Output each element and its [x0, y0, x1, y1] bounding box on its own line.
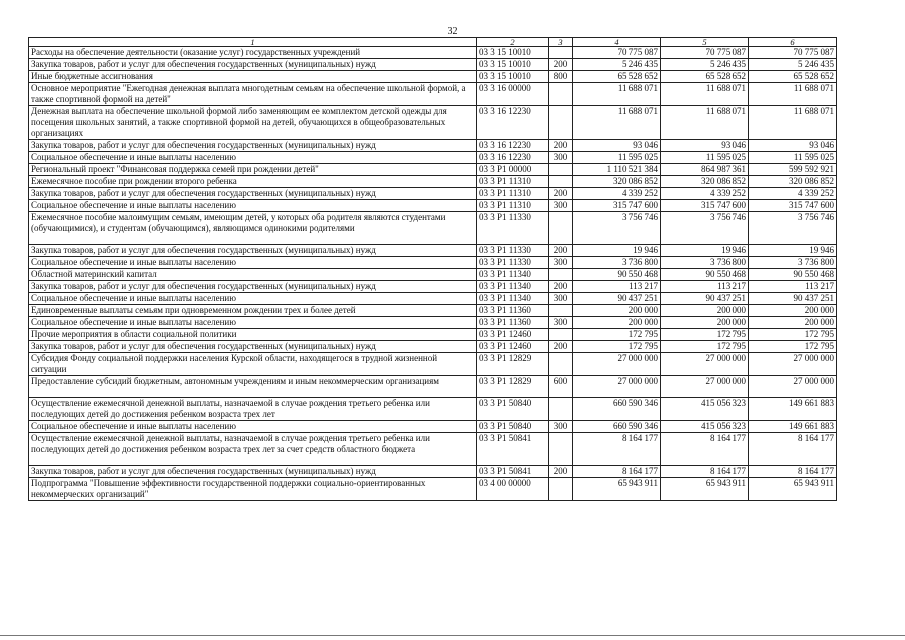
table-row [29, 329, 837, 341]
row-amount-2: 172 795 [661, 329, 749, 341]
row-name: Закупка товаров, работ и услуг для обеспечения государственных (муниципальных) нужд [29, 245, 477, 257]
table-row [29, 140, 837, 152]
row-amount-3: 5 246 435 [749, 59, 837, 71]
row-code: 03 3 P1 11310 [477, 200, 549, 212]
row-amount-3: 65 528 652 [749, 71, 837, 83]
row-amount-2: 3 736 800 [661, 257, 749, 269]
row-name: Закупка товаров, работ и услуг для обеспечения государственных (муниципальных) нужд [29, 281, 477, 293]
row-amount-3: 70 775 087 [749, 47, 837, 59]
row-code: 03 3 16 00000 [477, 83, 549, 106]
row-name: Иные бюджетные ассигнования [29, 71, 477, 83]
row-name: Закупка товаров, работ и услуг для обеспечения государственных (муниципальных) нужд [29, 140, 477, 152]
row-amount-1: 90 550 468 [573, 269, 661, 281]
row-code: 03 3 P1 50841 [477, 433, 549, 466]
row-code: 03 3 16 12230 [477, 140, 549, 152]
column-number: 5 [661, 38, 749, 47]
column-number: 2 [477, 38, 549, 47]
row-code: 03 3 P1 00000 [477, 164, 549, 176]
row-amount-1: 8 164 177 [573, 466, 661, 478]
row-code: 03 3 P1 11330 [477, 245, 549, 257]
row-amount-2: 415 056 323 [661, 398, 749, 421]
row-expense-type: 300 [549, 293, 573, 305]
row-amount-1: 11 595 025 [573, 152, 661, 164]
row-amount-1: 3 736 800 [573, 257, 661, 269]
row-expense-type [549, 433, 573, 466]
row-amount-1: 660 590 346 [573, 398, 661, 421]
table-row [29, 269, 837, 281]
table-row [29, 71, 837, 83]
row-amount-2: 315 747 600 [661, 200, 749, 212]
row-expense-type [549, 329, 573, 341]
row-amount-1: 4 339 252 [573, 188, 661, 200]
row-amount-1: 93 046 [573, 140, 661, 152]
row-amount-3: 315 747 600 [749, 200, 837, 212]
row-code: 03 3 P1 11310 [477, 176, 549, 188]
table-row [29, 59, 837, 71]
row-expense-type: 800 [549, 71, 573, 83]
row-expense-type: 200 [549, 59, 573, 71]
row-amount-3: 93 046 [749, 140, 837, 152]
row-amount-2: 415 056 323 [661, 421, 749, 433]
row-amount-2: 8 164 177 [661, 466, 749, 478]
row-amount-1: 660 590 346 [573, 421, 661, 433]
row-code: 03 3 P1 12460 [477, 329, 549, 341]
row-name: Субсидия Фонду социальной поддержки населения Курской области, находящегося в трудной жизненной ситуации [29, 353, 477, 376]
row-amount-2: 93 046 [661, 140, 749, 152]
row-amount-3: 19 946 [749, 245, 837, 257]
table-row [29, 212, 837, 245]
row-amount-2: 11 688 071 [661, 83, 749, 106]
row-amount-3: 90 550 468 [749, 269, 837, 281]
row-amount-1: 65 528 652 [573, 71, 661, 83]
table-row [29, 152, 837, 164]
row-expense-type: 300 [549, 257, 573, 269]
row-amount-1: 172 795 [573, 329, 661, 341]
row-amount-3: 113 217 [749, 281, 837, 293]
row-code: 03 3 P1 11310 [477, 188, 549, 200]
table-row [29, 176, 837, 188]
table-row [29, 188, 837, 200]
column-number: 3 [549, 38, 573, 47]
row-name: Расходы на обеспечение деятельности (оказание услуг) государственных учреждений [29, 47, 477, 59]
row-code: 03 3 P1 11340 [477, 281, 549, 293]
row-amount-1: 27 000 000 [573, 353, 661, 376]
row-name: Осуществление ежемесячной денежной выплаты, назначаемой в случае рождения третьего ребенка или последующих детей до достижения ребенком возраста трех лет [29, 398, 477, 421]
row-amount-1: 3 756 746 [573, 212, 661, 245]
row-code: 03 3 P1 12460 [477, 341, 549, 353]
row-amount-3: 320 086 852 [749, 176, 837, 188]
row-name: Закупка товаров, работ и услуг для обеспечения государственных (муниципальных) нужд [29, 59, 477, 71]
row-code: 03 3 P1 11360 [477, 305, 549, 317]
row-amount-1: 65 943 911 [573, 478, 661, 501]
table-row [29, 341, 837, 353]
row-amount-3: 90 437 251 [749, 293, 837, 305]
row-amount-2: 113 217 [661, 281, 749, 293]
row-expense-type [549, 398, 573, 421]
row-expense-type [549, 212, 573, 245]
row-name: Прочие мероприятия в области социальной политики [29, 329, 477, 341]
row-name: Социальное обеспечение и иные выплаты населению [29, 200, 477, 212]
row-name: Подпрограмма "Повышение эффективности государственной поддержки социально-ориентированных некоммерческих организаций" [29, 478, 477, 501]
row-name: Социальное обеспечение и иные выплаты населению [29, 293, 477, 305]
table-row [29, 83, 837, 106]
row-amount-3: 200 000 [749, 317, 837, 329]
row-code: 03 3 P1 11330 [477, 212, 549, 245]
row-amount-1: 113 217 [573, 281, 661, 293]
row-amount-2: 200 000 [661, 305, 749, 317]
row-code: 03 3 P1 12829 [477, 376, 549, 398]
row-code: 03 3 P1 50840 [477, 421, 549, 433]
row-name: Ежемесячное пособие при рождении второго ребенка [29, 176, 477, 188]
row-expense-type: 300 [549, 152, 573, 164]
row-code: 03 3 16 12230 [477, 106, 549, 140]
table-row [29, 164, 837, 176]
row-name: Закупка товаров, работ и услуг для обеспечения государственных (муниципальных) нужд [29, 466, 477, 478]
table-row [29, 200, 837, 212]
row-expense-type: 300 [549, 317, 573, 329]
table-row [29, 317, 837, 329]
row-name: Осуществление ежемесячной денежной выплаты, назначаемой в случае рождения третьего ребенка или последующих детей до достижения ребенком возраста трех лет за счет средств областного бюджета [29, 433, 477, 466]
row-amount-2: 4 339 252 [661, 188, 749, 200]
row-code: 03 4 00 00000 [477, 478, 549, 501]
row-expense-type: 200 [549, 466, 573, 478]
row-name: Единовременные выплаты семьям при одновременном рождении трех и более детей [29, 305, 477, 317]
row-expense-type [549, 353, 573, 376]
row-amount-3: 149 661 883 [749, 398, 837, 421]
row-expense-type: 200 [549, 245, 573, 257]
row-expense-type: 200 [549, 188, 573, 200]
row-expense-type [549, 47, 573, 59]
row-code: 03 3 P1 11360 [477, 317, 549, 329]
row-amount-3: 11 688 071 [749, 83, 837, 106]
row-amount-2: 27 000 000 [661, 376, 749, 398]
row-amount-1: 11 688 071 [573, 83, 661, 106]
row-code: 03 3 16 12230 [477, 152, 549, 164]
row-amount-2: 172 795 [661, 341, 749, 353]
row-amount-1: 200 000 [573, 317, 661, 329]
row-amount-1: 200 000 [573, 305, 661, 317]
row-name: Ежемесячное пособие малоимущим семьям, имеющим детей, у которых оба родителя являются студентами (обучающимися), и студентам (обучающимся), являющимся одинокими родителями [29, 212, 477, 245]
table-row [29, 106, 837, 140]
scan-edge-line [0, 635, 905, 636]
row-name: Закупка товаров, работ и услуг для обеспечения государственных (муниципальных) нужд [29, 341, 477, 353]
row-code: 03 3 15 10010 [477, 47, 549, 59]
row-amount-1: 315 747 600 [573, 200, 661, 212]
row-name: Социальное обеспечение и иные выплаты населению [29, 257, 477, 269]
table-row [29, 257, 837, 269]
row-expense-type: 300 [549, 421, 573, 433]
row-code: 03 3 P1 11330 [477, 257, 549, 269]
row-amount-3: 172 795 [749, 341, 837, 353]
table-row [29, 353, 837, 376]
row-amount-1: 19 946 [573, 245, 661, 257]
table-row [29, 466, 837, 478]
row-amount-3: 11 688 071 [749, 106, 837, 140]
row-amount-1: 90 437 251 [573, 293, 661, 305]
row-amount-2: 200 000 [661, 317, 749, 329]
row-expense-type: 200 [549, 140, 573, 152]
column-number-row [29, 38, 837, 47]
row-amount-3: 200 000 [749, 305, 837, 317]
row-amount-2: 3 756 746 [661, 212, 749, 245]
row-code: 03 3 15 10010 [477, 71, 549, 83]
row-amount-3: 3 736 800 [749, 257, 837, 269]
row-amount-2: 90 437 251 [661, 293, 749, 305]
row-name: Закупка товаров, работ и услуг для обеспечения государственных (муниципальных) нужд [29, 188, 477, 200]
row-amount-2: 90 550 468 [661, 269, 749, 281]
table-row [29, 376, 837, 398]
row-amount-3: 149 661 883 [749, 421, 837, 433]
row-amount-3: 27 000 000 [749, 376, 837, 398]
row-amount-1: 27 000 000 [573, 376, 661, 398]
row-amount-2: 11 595 025 [661, 152, 749, 164]
row-amount-2: 5 246 435 [661, 59, 749, 71]
row-amount-3: 172 795 [749, 329, 837, 341]
row-amount-3: 8 164 177 [749, 466, 837, 478]
row-amount-3: 65 943 911 [749, 478, 837, 501]
column-number: 6 [749, 38, 837, 47]
row-expense-type [549, 83, 573, 106]
row-amount-2: 65 528 652 [661, 71, 749, 83]
row-amount-3: 4 339 252 [749, 188, 837, 200]
row-amount-2: 320 086 852 [661, 176, 749, 188]
row-amount-3: 27 000 000 [749, 353, 837, 376]
table-row [29, 245, 837, 257]
row-expense-type [549, 305, 573, 317]
row-amount-2: 27 000 000 [661, 353, 749, 376]
row-amount-1: 320 086 852 [573, 176, 661, 188]
row-name: Социальное обеспечение и иные выплаты населению [29, 421, 477, 433]
row-amount-2: 864 987 361 [661, 164, 749, 176]
row-expense-type: 200 [549, 341, 573, 353]
row-code: 03 3 P1 50840 [477, 398, 549, 421]
row-amount-2: 11 688 071 [661, 106, 749, 140]
row-amount-2: 19 946 [661, 245, 749, 257]
row-code: 03 3 P1 12829 [477, 353, 549, 376]
row-amount-2: 70 775 087 [661, 47, 749, 59]
row-code: 03 3 15 10010 [477, 59, 549, 71]
table-row [29, 433, 837, 466]
row-name: Социальное обеспечение и иные выплаты населению [29, 152, 477, 164]
row-expense-type [549, 269, 573, 281]
page-number: 32 [447, 26, 458, 37]
row-amount-1: 172 795 [573, 341, 661, 353]
row-amount-1: 8 164 177 [573, 433, 661, 466]
row-expense-type: 200 [549, 281, 573, 293]
row-expense-type: 600 [549, 376, 573, 398]
row-expense-type [549, 478, 573, 501]
row-code: 03 3 P1 11340 [477, 269, 549, 281]
row-name: Денежная выплата на обеспечение школьной формой либо заменяющим ее комплектом детской одежды для посещения школьных занятий, а также спортивной формой на детей, обучающихся в общеобразовательных организациях [29, 106, 477, 140]
row-amount-1: 1 110 521 384 [573, 164, 661, 176]
row-amount-3: 11 595 025 [749, 152, 837, 164]
row-name: Областной материнский капитал [29, 269, 477, 281]
row-amount-1: 11 688 071 [573, 106, 661, 140]
budget-table [28, 37, 837, 501]
row-amount-3: 3 756 746 [749, 212, 837, 245]
table-row [29, 421, 837, 433]
table-row [29, 398, 837, 421]
column-number: 4 [573, 38, 661, 47]
table-row [29, 478, 837, 501]
row-name: Региональный проект "Финансовая поддержка семей при рождении детей" [29, 164, 477, 176]
row-expense-type [549, 176, 573, 188]
budget-table-body [29, 38, 837, 501]
row-amount-3: 599 592 921 [749, 164, 837, 176]
table-row [29, 293, 837, 305]
row-name: Социальное обеспечение и иные выплаты населению [29, 317, 477, 329]
row-amount-2: 65 943 911 [661, 478, 749, 501]
row-name: Предоставление субсидий бюджетным, автономным учреждениям и иным некоммерческим организациям [29, 376, 477, 398]
row-code: 03 3 P1 50841 [477, 466, 549, 478]
table-row [29, 281, 837, 293]
column-number: 1 [29, 38, 477, 47]
row-code: 03 3 P1 11340 [477, 293, 549, 305]
row-amount-2: 8 164 177 [661, 433, 749, 466]
row-amount-3: 8 164 177 [749, 433, 837, 466]
table-row [29, 47, 837, 59]
row-expense-type [549, 106, 573, 140]
row-name: Основное мероприятие "Ежегодная денежная выплата многодетным семьям на обеспечение школьной формой, а также спортивной формой на детей" [29, 83, 477, 106]
row-expense-type: 300 [549, 200, 573, 212]
table-row [29, 305, 837, 317]
row-expense-type [549, 164, 573, 176]
row-amount-1: 5 246 435 [573, 59, 661, 71]
row-amount-1: 70 775 087 [573, 47, 661, 59]
